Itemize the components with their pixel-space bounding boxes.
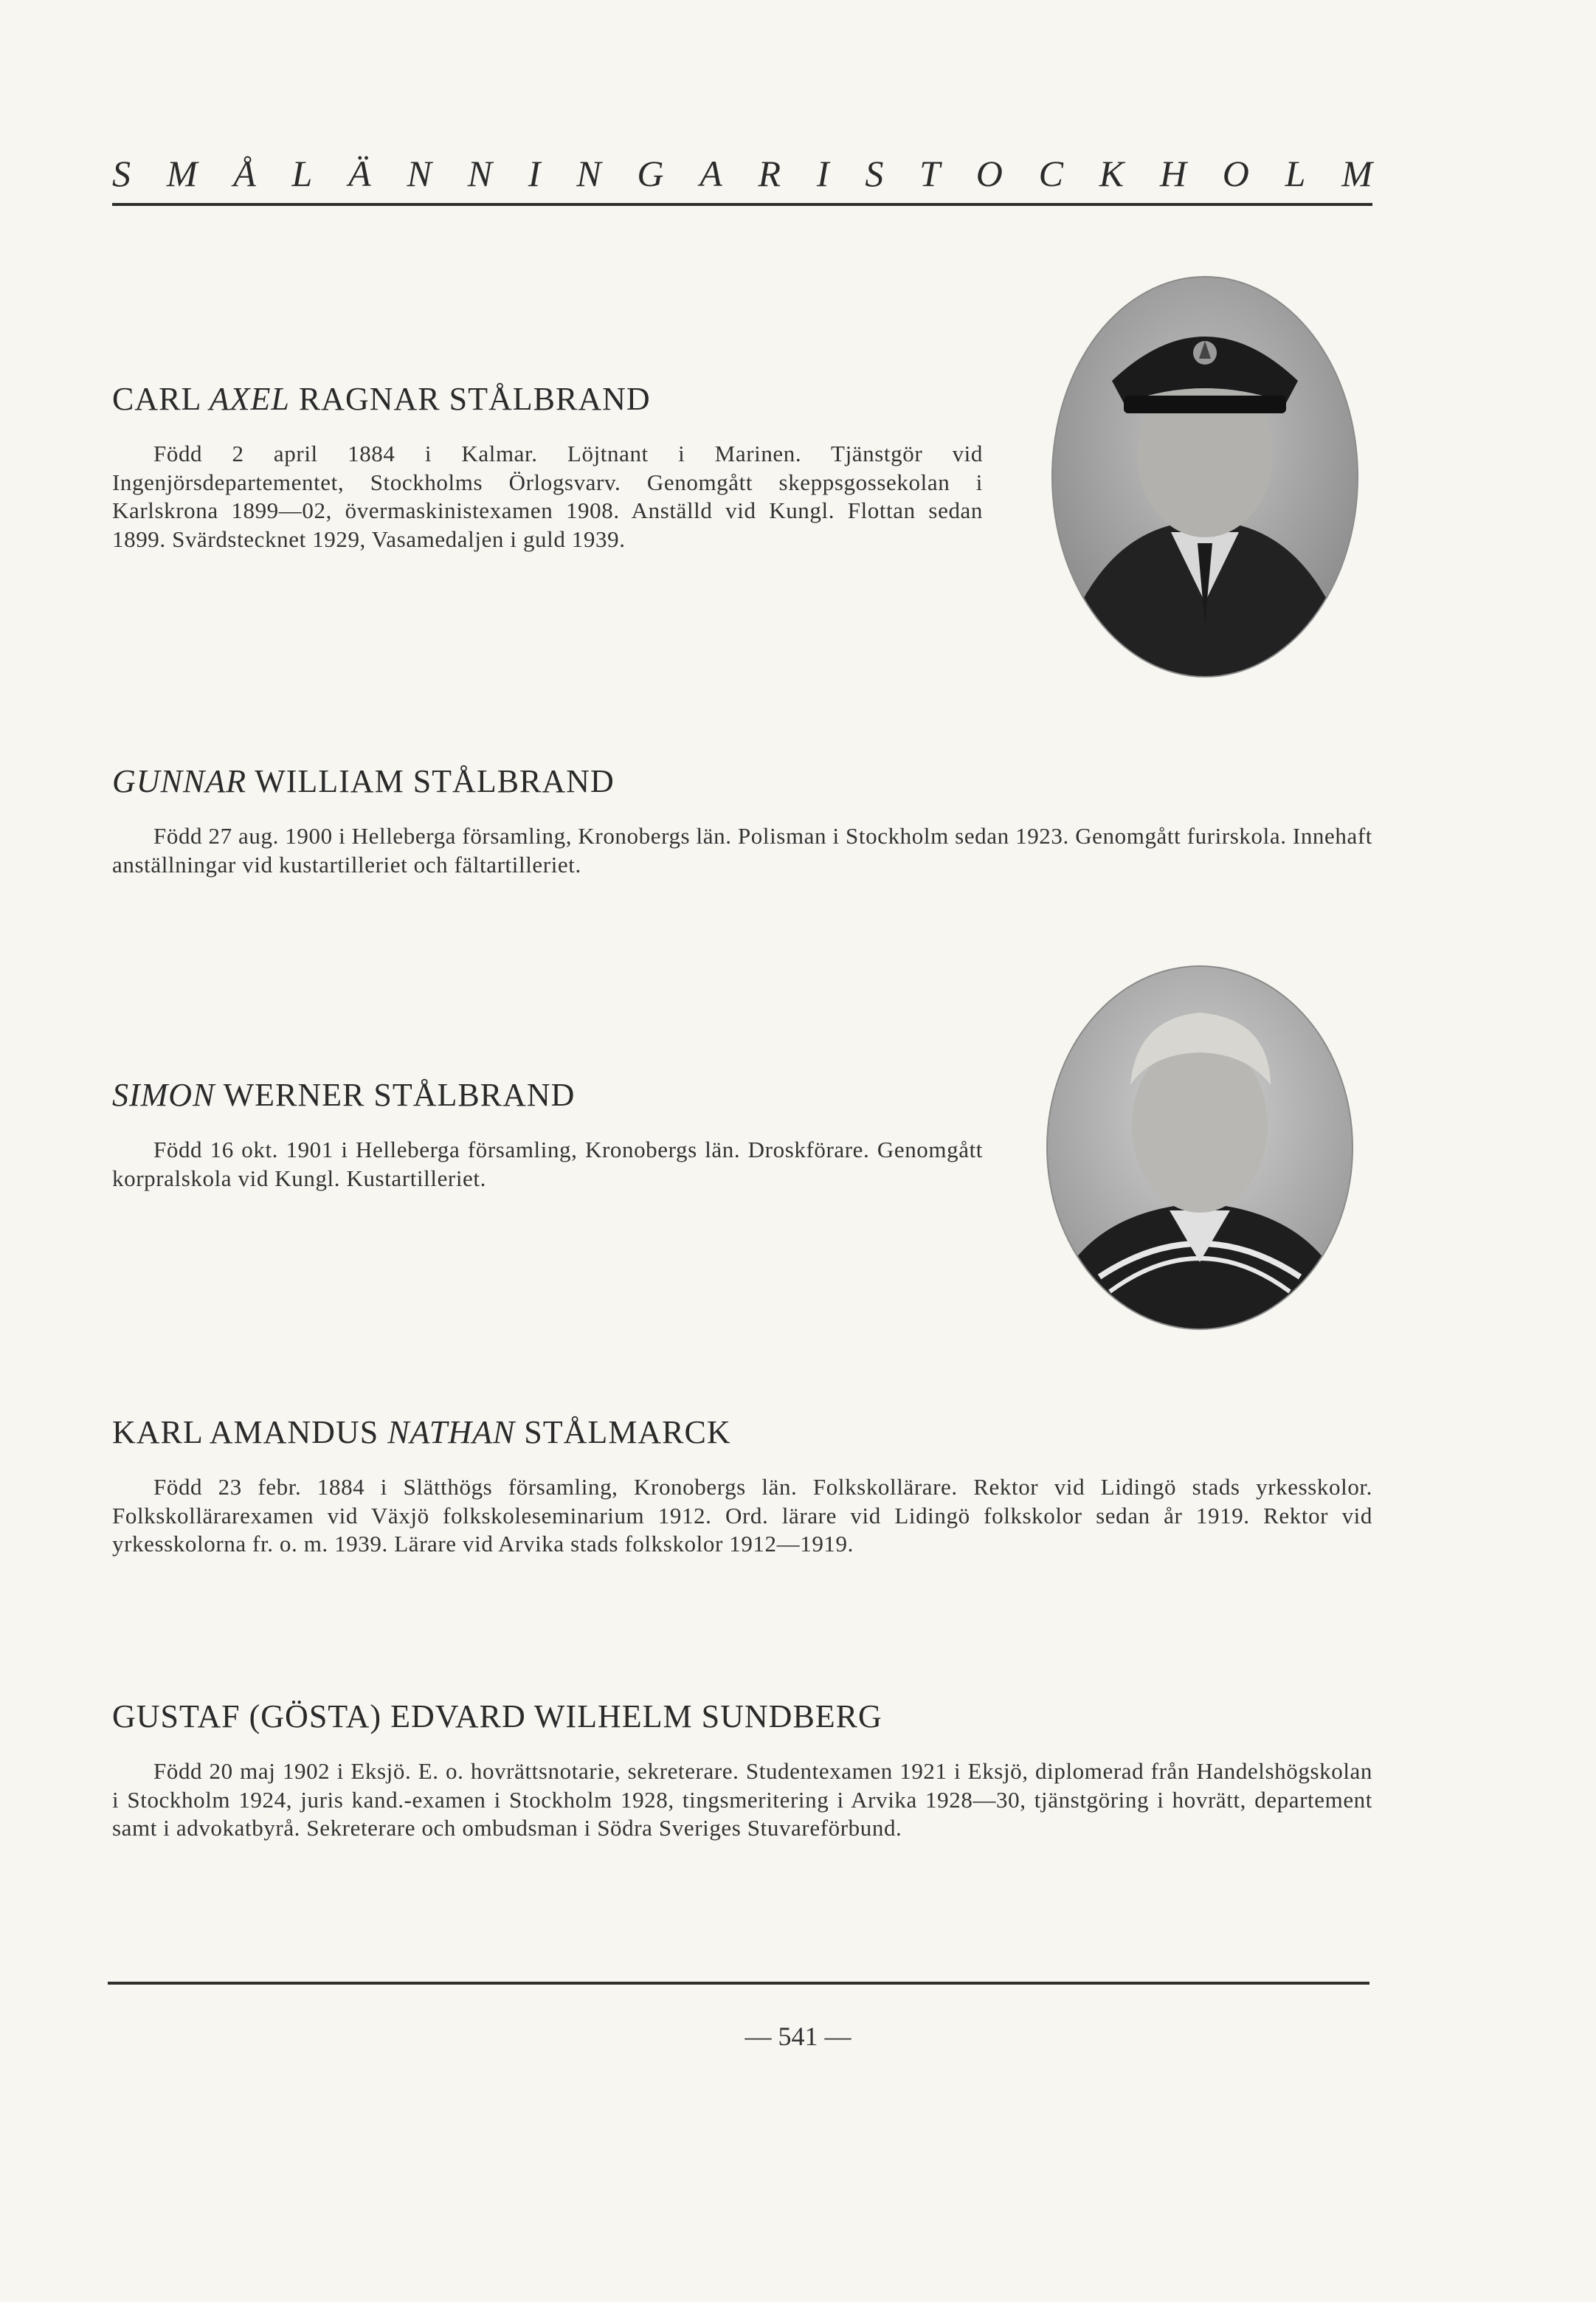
name-part: CARL <box>112 381 210 417</box>
running-head-letter: S <box>112 153 131 194</box>
running-head-letter: N <box>407 153 432 194</box>
portrait-photo-naval-officer <box>1053 278 1357 676</box>
running-head-letter: N <box>576 153 601 194</box>
running-head-letter: L <box>291 153 313 194</box>
running-head-letter: H <box>1159 153 1186 194</box>
entry-bio: Född 16 okt. 1901 i Helleberga församling, Kronobergs län. Droskförare. Genomgått korpralskola vid Kungl. Kustartilleriet. <box>112 1137 983 1191</box>
name-part: WILLIAM STÅLBRAND <box>246 763 615 799</box>
entry-bio: Född 27 aug. 1900 i Helleberga församling, Kronobergs län. Polisman i Stockholm sedan 1923. Genomgått furirskola. Innehaft anställningar vid kustartilleriet och fältartilleriet. <box>112 823 1372 878</box>
running-head <box>112 152 1372 195</box>
name-part: WERNER STÅLBRAND <box>215 1077 576 1113</box>
running-head-letter: O <box>1222 153 1249 194</box>
name-part: GUSTAF (GÖSTA) EDVARD WILHELM SUNDBERG <box>112 1698 882 1734</box>
entry-name <box>112 1413 1372 1451</box>
page-number: — 541 — <box>745 2022 851 2051</box>
running-head-letter: S <box>865 153 884 194</box>
portrait-photo-sailor <box>1048 967 1352 1329</box>
entry-name <box>112 762 1372 800</box>
entry-name <box>112 1076 983 1114</box>
entry-name <box>112 380 983 418</box>
running-head-letter: R <box>758 153 781 194</box>
footer-rule <box>108 1982 1369 1985</box>
running-head-letter: I <box>816 153 829 194</box>
running-head-letter: G <box>637 153 664 194</box>
name-part: STÅLMARCK <box>515 1414 731 1450</box>
running-head-letter: K <box>1099 153 1125 194</box>
header-rule <box>112 203 1372 206</box>
entry-bio: Född 2 april 1884 i Kalmar. Löjtnant i Marinen. Tjänstgör vid Ingenjörsdepartementet, Stockholms Örlogsvarv. Genomgått skeppsgossekolan i Karlskrona 1899—02, övermaskinistexamen 1908. Anställd vid Kungl. Flottan sedan 1899. Svärdstecknet 1929, Vasamedaljen i guld 1939. <box>112 441 983 552</box>
entry-gunnar-william-stalbrand <box>112 762 1372 879</box>
running-head-letter: I <box>528 153 541 194</box>
running-head-letter: M <box>166 153 198 194</box>
name-part: KARL AMANDUS <box>112 1414 388 1450</box>
name-emphasis: AXEL <box>209 381 290 417</box>
name-part: RAGNAR STÅLBRAND <box>289 381 651 417</box>
running-head-letter: N <box>467 153 492 194</box>
running-head-letter: M <box>1341 153 1372 194</box>
entry-name <box>112 1698 1372 1735</box>
running-head-letter: A <box>699 153 722 194</box>
name-emphasis: GUNNAR <box>112 763 246 799</box>
running-head-letter: L <box>1285 153 1306 194</box>
entry-karl-amandus-nathan-stalmarck <box>112 1413 1372 1559</box>
entry-gustaf-gosta-edvard-wilhelm-sundberg <box>112 1698 1372 1843</box>
entry-carl-axel-ragnar-stalbrand <box>112 380 983 554</box>
running-head-letter: Å <box>233 153 256 194</box>
running-head-letter: C <box>1038 153 1063 194</box>
entry-bio: Född 20 maj 1902 i Eksjö. E. o. hovrättsnotarie, sekreterare. Studentexamen 1921 i Eksjö, diplomerad från Handelshögskolan i Stockholm 1924, juris kand.-examen i Stockholm 1928, tingsmeritering i Arvika 1928—30, tjänstgöring i hovrätt, departement samt i advokatbyrå. Sekreterare och ombudsman i Södra Sveriges Stuvareförbund. <box>112 1758 1372 1841</box>
running-head-letter: T <box>919 153 940 194</box>
name-emphasis: SIMON <box>112 1077 215 1113</box>
name-emphasis: NATHAN <box>387 1414 516 1450</box>
entry-simon-werner-stalbrand <box>112 1076 983 1193</box>
running-head-letter: O <box>975 153 1003 194</box>
running-head-letter: Ä <box>348 153 371 194</box>
entry-bio: Född 23 febr. 1884 i Slätthögs församling, Kronobergs län. Folkskollärare. Rektor vid Lidingö stads yrkesskolor. Folkskollärarexamen vid Växjö folkskoleseminarium 1912. Ord. lärare vid Lidingö folkskolor sedan år 1919. Rektor vid yrkesskolorna fr. o. m. 1939. Lärare vid Arvika stads folkskolor 1912—1919. <box>112 1474 1372 1557</box>
